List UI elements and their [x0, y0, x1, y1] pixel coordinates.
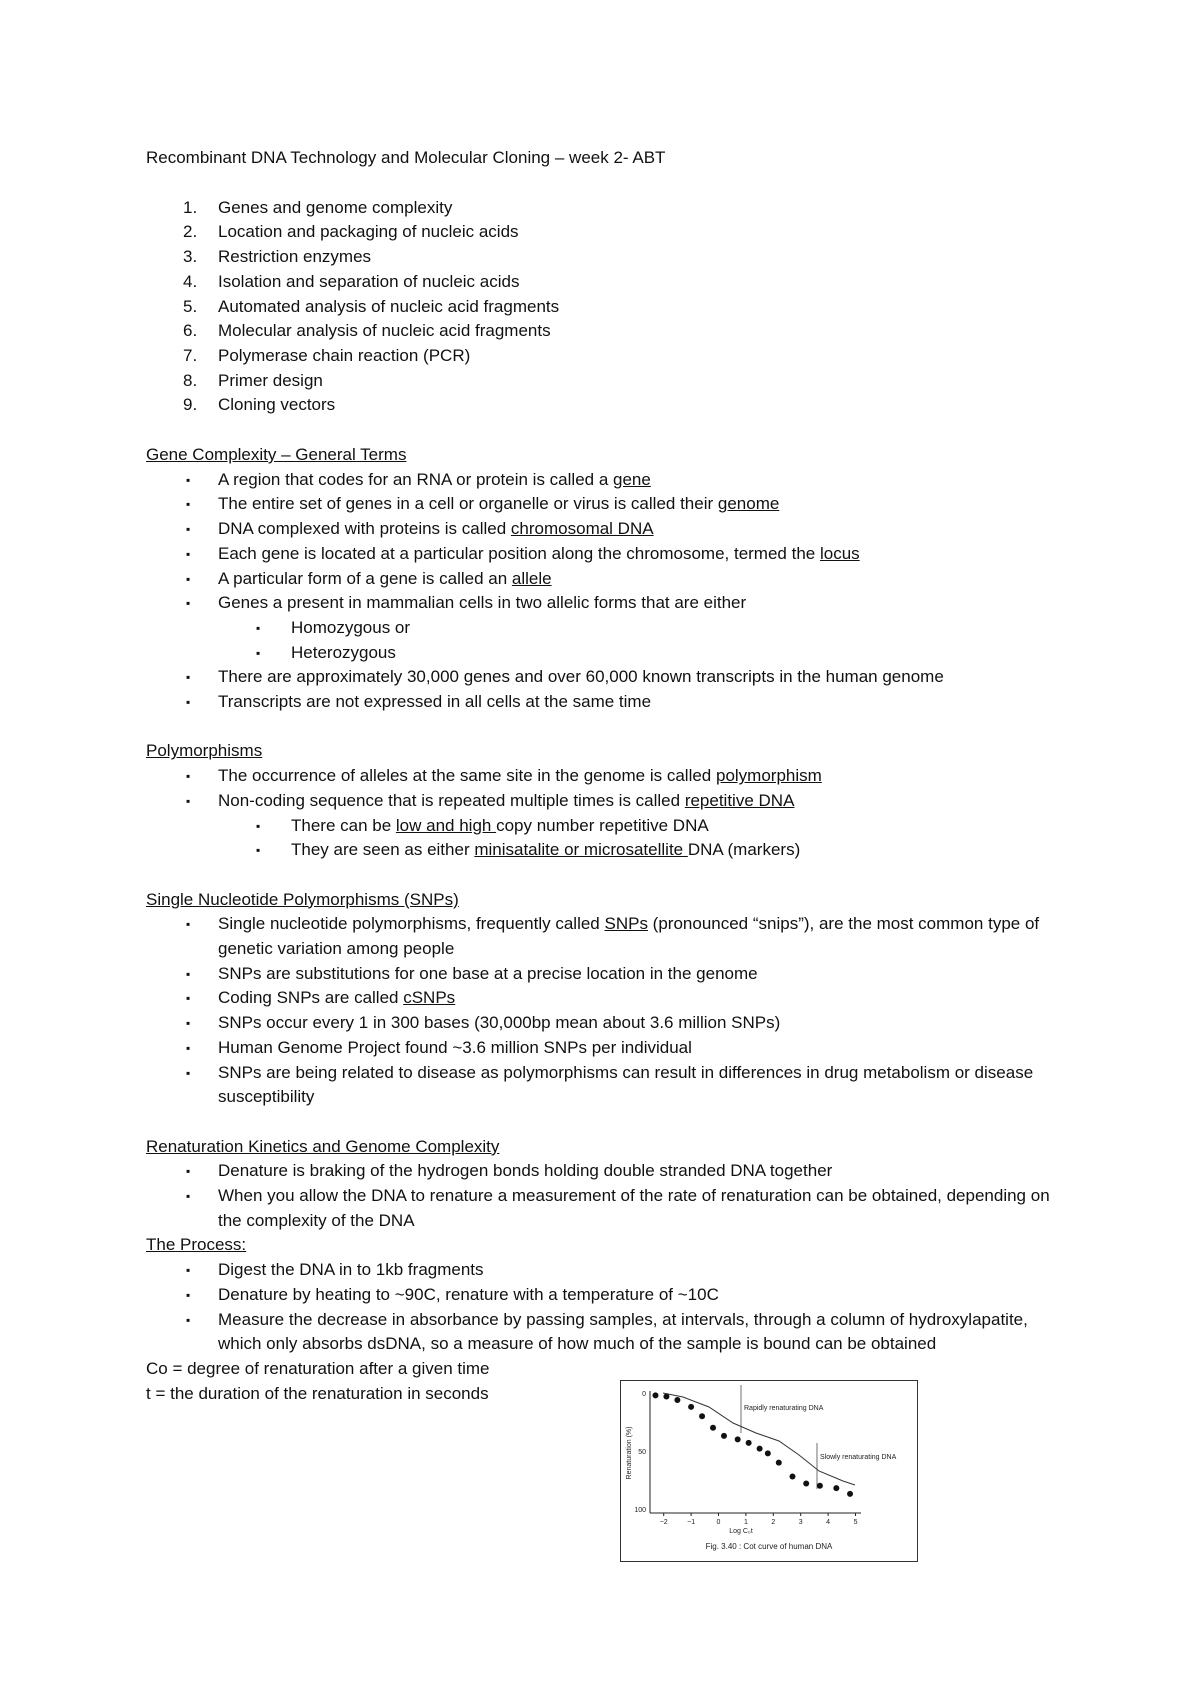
topic-list [146, 196, 1076, 418]
x-tick-label: −2 [659, 1519, 668, 1526]
allelic-forms-sublist [146, 616, 1076, 665]
list-item: ▪ SNPs are being related to disease as polymorphisms can result in differences in drug metabolism or disease susceptibility [186, 1062, 1034, 1107]
topic-item: 1. Genes and genome complexity [183, 197, 453, 217]
annotation-slow: Slowly renaturating DNA [820, 1454, 897, 1461]
topic-item: 3. Restriction enzymes [183, 247, 372, 267]
data-point [710, 1425, 716, 1431]
topic-item: 4. Isolation and separation of nucleic acids [183, 271, 520, 291]
data-point [721, 1433, 727, 1439]
section-heading-gene-complexity: Gene Complexity – General Terms [146, 445, 407, 465]
list-item: ▪ Denature by heating to ~90C, renature with a temperature of ~10C [186, 1284, 719, 1304]
list-item: ▪ SNPs occur every 1 in 300 bases (30,000bp mean about 3.6 million SNPs) [186, 1013, 781, 1033]
process-heading: The Process: [146, 1235, 247, 1255]
data-point [746, 1440, 752, 1446]
x-tick-label: 5 [853, 1519, 858, 1526]
y-tick-labels [634, 1391, 646, 1514]
list-item: ▪ When you allow the DNA to renature a measurement of the rate of renaturation can be obtained, depending on the complexity of the DNA [186, 1186, 1050, 1230]
y-tick-label: 100 [634, 1507, 646, 1514]
list-item: ▪ SNPs are substitutions for one base at a precise location in the genome [186, 963, 758, 983]
x-tick-label: −1 [687, 1519, 696, 1526]
y-tick-label: 50 [638, 1449, 646, 1456]
list-item: ▪ Genes a present in mammalian cells in two allelic forms that are either [186, 593, 747, 613]
topic-item: 8. Primer design [183, 370, 323, 390]
data-point [776, 1460, 782, 1466]
list-item: ▪ Human Genome Project found ~3.6 million SNPs per individual [186, 1037, 692, 1057]
figure-caption: Fig. 3.40 : Cot curve of human DNA [705, 1542, 833, 1551]
x-tick-label: 0 [716, 1519, 721, 1526]
list-item: ▪ A region that codes for an RNA or protein is called a gene [186, 469, 651, 489]
y-axis-label: Renaturation (%) [626, 1426, 633, 1480]
definition-co: Co = degree of renaturation after a given time [146, 1359, 490, 1378]
topic-item: 5. Automated analysis of nucleic acid fragments [183, 296, 560, 316]
data-point [674, 1397, 680, 1403]
definition-t: t = the duration of the renaturation in seconds [146, 1383, 489, 1403]
y-tick-label: 0 [642, 1391, 646, 1398]
x-axis-label: Log C₀t [729, 1528, 753, 1535]
x-tick-label: 2 [771, 1519, 776, 1526]
data-point [688, 1404, 694, 1410]
process-list [146, 1258, 1076, 1357]
cot-curve-figure [620, 1380, 918, 1562]
list-item: ▪ Each gene is located at a particular position along the chromosome, termed the locus [186, 543, 860, 563]
data-point [803, 1480, 809, 1486]
data-point [652, 1392, 658, 1398]
topic-item: 6. Molecular analysis of nucleic acid fragments [183, 321, 551, 341]
list-item: ▪ DNA complexed with proteins is called chromosomal DNA [186, 519, 654, 539]
snps-list [146, 912, 1076, 1110]
x-tick-label: 4 [826, 1519, 831, 1526]
section-heading-snps: Single Nucleotide Polymorphisms (SNPs) [146, 889, 459, 909]
list-item: ▪ Measure the decrease in absorbance by passing samples, at intervals, through a column of hydroxylapatite, which only absorbs dsDNA, so a measure of how much of the sample is bound can be obtained [186, 1309, 1028, 1354]
list-item: ▪ The occurrence of alleles at the same site in the genome is called polymorphism [186, 766, 822, 786]
list-item: ▪ Digest the DNA in to 1kb fragments [186, 1260, 484, 1280]
list-item: ▪ The entire set of genes in a cell or organelle or virus is called their genome [186, 494, 780, 514]
list-item: ▪ Transcripts are not expressed in all cells at the same time [186, 692, 652, 712]
cot-curve-chart [621, 1381, 917, 1561]
list-item: ▪ A particular form of a gene is called an allele [186, 568, 552, 588]
data-point [847, 1491, 853, 1497]
data-point [765, 1450, 771, 1456]
data-point [817, 1483, 823, 1489]
data-point [735, 1436, 741, 1442]
data-point [789, 1474, 795, 1480]
data-point [699, 1413, 705, 1419]
sub-list-item: ▪ They are seen as either minisatalite or microsatellite DNA (markers) [256, 840, 801, 860]
document-title: Recombinant DNA Technology and Molecular Cloning – week 2- ABT [146, 148, 666, 167]
data-point [833, 1485, 839, 1491]
topic-item: 2. Location and packaging of nucleic acids [183, 222, 519, 242]
gene-complexity-list [146, 468, 1076, 616]
list-item: ▪ There are approximately 30,000 genes and over 60,000 known transcripts in the human genome [186, 667, 944, 687]
document-page [146, 146, 1076, 1406]
repetitive-dna-sublist [146, 814, 1076, 863]
topic-item: 7. Polymerase chain reaction (PCR) [183, 345, 471, 365]
section-heading-renaturation: Renaturation Kinetics and Genome Complexity [146, 1136, 500, 1156]
data-point [663, 1393, 669, 1399]
annotation-rapid: Rapidly renaturating DNA [744, 1405, 824, 1412]
section-heading-polymorphisms: Polymorphisms [146, 741, 263, 761]
topic-item: 9. Cloning vectors [183, 395, 336, 415]
list-item: ▪ Coding SNPs are called cSNPs [186, 988, 456, 1008]
sub-list-item: ▪ Homozygous or [256, 617, 411, 637]
x-tick-label: 1 [743, 1519, 748, 1526]
data-point [757, 1446, 763, 1452]
x-tick-labels [660, 1513, 858, 1526]
renaturation-list [146, 1159, 1076, 1233]
list-item: ▪ Non-coding sequence that is repeated multiple times is called repetitive DNA [186, 790, 795, 810]
sub-list-item: ▪ There can be low and high copy number repetitive DNA [256, 815, 709, 835]
list-item: ▪ Single nucleotide polymorphisms, frequently called SNPs (pronounced “snips”), are the most common type of genetic variation among people [186, 914, 1040, 959]
polymorphisms-list [146, 764, 1076, 813]
x-tick-label: 3 [798, 1519, 803, 1526]
sub-list-item: ▪ Heterozygous [256, 642, 396, 662]
list-item: ▪ Denature is braking of the hydrogen bonds holding double stranded DNA together [186, 1161, 833, 1181]
